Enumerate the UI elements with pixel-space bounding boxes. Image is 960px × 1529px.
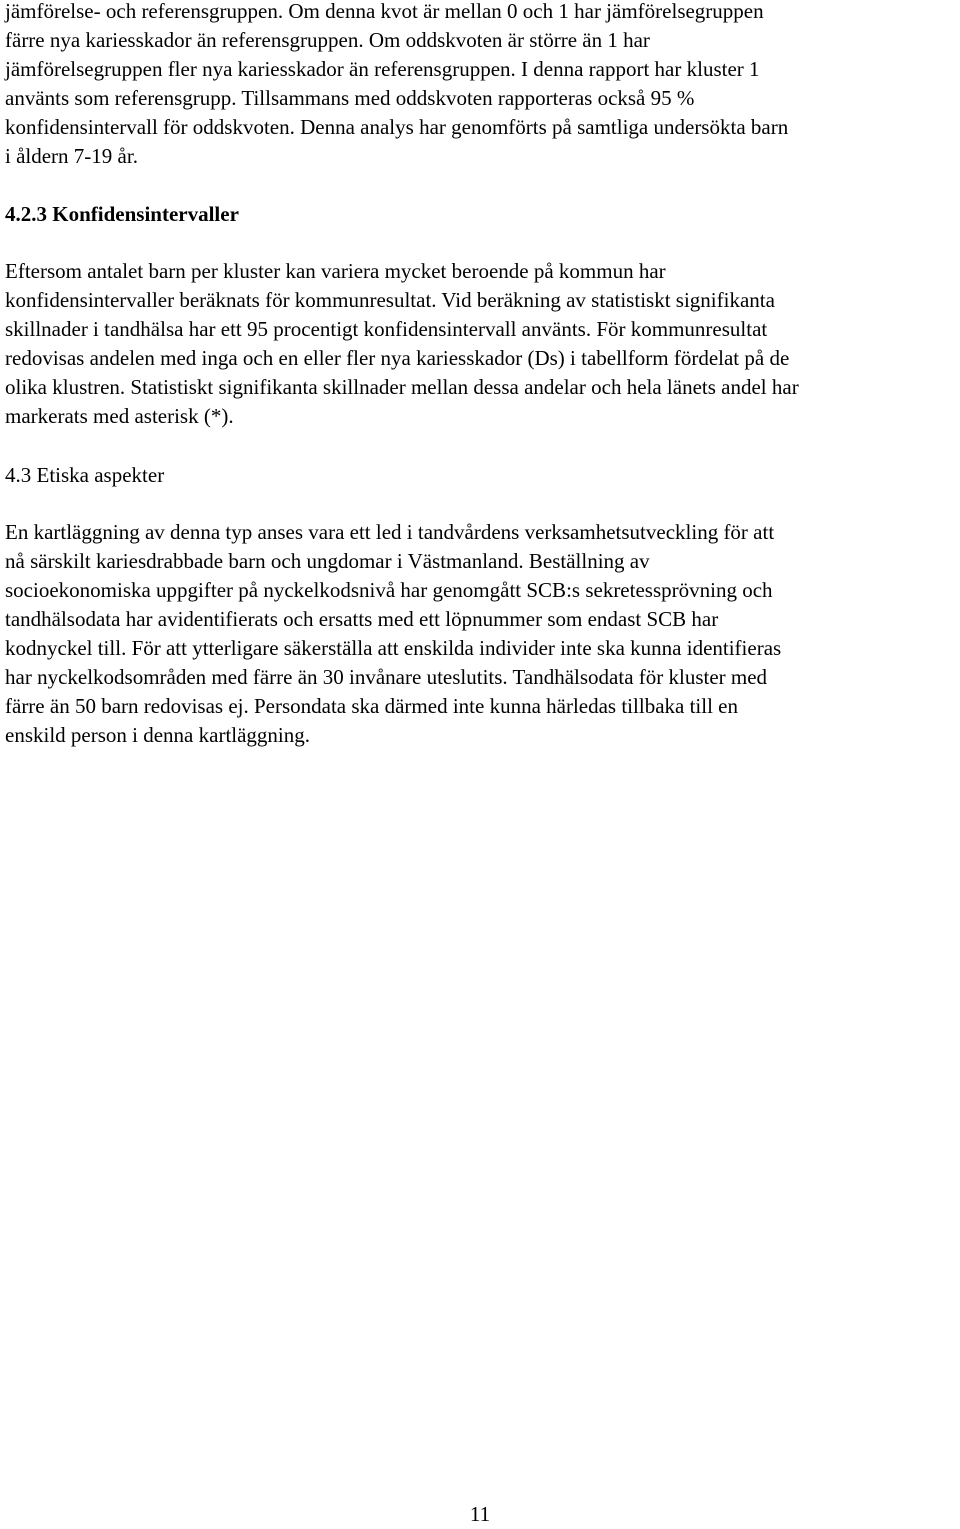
paragraph-line: färre än 50 barn redovisas ej. Persondata ska därmed inte kunna härledas tillbaka till en [5,694,738,718]
paragraph-line: skillnader i tandhälsa har ett 95 procentigt konfidensintervall använts. För kommunresultat [5,317,768,341]
section-heading-etiska-aspekter: 4.3 Etiska aspekter [5,463,165,487]
paragraph-line: jämförelsegruppen fler nya kariesskador än referensgruppen. I denna rapport har kluster 1 [5,57,760,81]
paragraph-line: färre nya kariesskador än referensgruppen. Om oddskvoten är större än 1 har [5,28,650,52]
etiska-aspekter-paragraph [5,518,781,750]
paragraph-line: jämförelse- och referensgruppen. Om denna kvot är mellan 0 och 1 har jämförelsegruppen [5,0,764,23]
paragraph-line: Eftersom antalet barn per kluster kan variera mycket beroende på kommun har [5,259,666,283]
konfidensintervaller-paragraph [5,257,799,431]
paragraph-line: i åldern 7-19 år. [5,144,138,168]
paragraph-line: olika klustren. Statistiskt signifikanta skillnader mellan dessa andelar och hela länets andel har [5,375,799,399]
paragraph-line: enskild person i denna kartläggning. [5,723,311,747]
paragraph-line: tandhälsodata har avidentifierats och ersatts med ett löpnummer som endast SCB har [5,607,719,631]
paragraph-line: markerats med asterisk (*). [5,404,234,428]
paragraph-line: socioekonomiska uppgifter på nyckelkodsnivå har genomgått SCB:s sekretessprövning och [5,578,773,602]
paragraph-line: konfidensintervall för oddskvoten. Denna analys har genomförts på samtliga undersökta barn [5,115,789,139]
paragraph-line: redovisas andelen med inga och en eller fler nya kariesskador (Ds) i tabellform fördelat på de [5,346,790,370]
page-number: 11 [469,1502,491,1526]
paragraph-line: använts som referensgrupp. Tillsammans med oddskvoten rapporteras också 95 % [5,86,695,110]
paragraph-line: kodnyckel till. För att ytterligare säkerställa att enskilda individer inte ska kunna identifieras [5,636,782,660]
paragraph-line: har nyckelkodsområden med färre än 30 invånare uteslutits. Tandhälsodata för kluster med [5,665,768,689]
section-heading-konfidensintervaller: 4.2.3 Konfidensintervaller [5,202,239,226]
intro-paragraph [5,0,788,171]
paragraph-line: konfidensintervaller beräknats för kommunresultat. Vid beräkning av statistiskt signifikanta [5,288,775,312]
paragraph-line: nå särskilt kariesdrabbade barn och ungdomar i Västmanland. Beställning av [5,549,650,573]
paragraph-line: En kartläggning av denna typ anses vara ett led i tandvårdens verksamhetsutveckling för att [5,520,775,544]
